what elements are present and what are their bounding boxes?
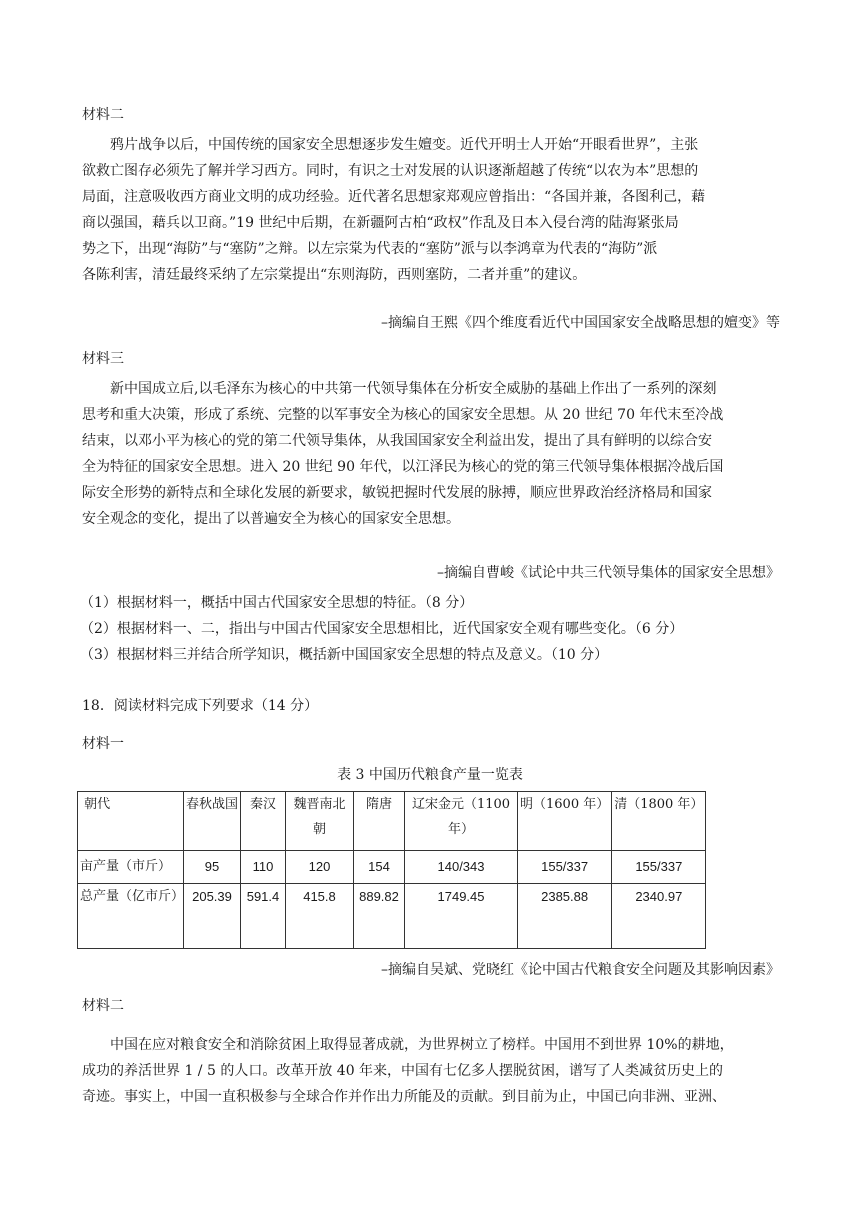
paragraph-line: 欲救亡图存必须先了解并学习西方。同时，有识之士对发展的认识逐渐超越了传统“以农为本”思想的 xyxy=(82,163,699,179)
table-source: –摘编自吴斌、党晓红《论中国古代粮食安全问题及其影响因素》 xyxy=(381,962,780,978)
material2-source: –摘编自王熙《四个维度看近代中国国家安全战略思想的嬗变》等 xyxy=(381,315,780,331)
table-cell: 154 xyxy=(354,851,405,884)
material3-label: 材料三 xyxy=(82,351,124,367)
material1-label: 材料一 xyxy=(82,736,124,752)
table-cell: 110 xyxy=(241,851,286,884)
paragraph-line: 局面，注意吸收西方商业文明的成功经验。近代著名思想家郑观应曾指出：“各国并兼，各图利己，藉 xyxy=(82,189,706,205)
question-item: （2）根据材料一、二，指出与中国古代国家安全思想相比，近代国家安全观有哪些变化。（6 分） xyxy=(80,621,684,637)
material3-source: –摘编自曹峻《试论中共三代领导集体的国家安全思想》 xyxy=(437,565,780,581)
table-cell: 155/337 xyxy=(612,851,706,884)
question-18-heading: 18．阅读材料完成下列要求（14 分） xyxy=(82,698,319,714)
paragraph-line: 各陈利害，清廷最终采纳了左宗棠提出“东则海防，西则塞防，二者并重”的建议。 xyxy=(82,267,587,283)
paragraph-line: 安全观念的变化，提出了以普遍安全为核心的国家安全思想。 xyxy=(82,511,460,527)
material2-paragraph xyxy=(82,132,782,288)
paragraph-line: 鸦片战争以后，中国传统的国家安全思想逐步发生嬗变。近代开明士人开始“开眼看世界”，主张 xyxy=(82,137,699,153)
header-cell: 春秋战国 xyxy=(184,792,241,851)
paragraph-line: 商以强国，藉兵以卫商。”19 世纪中后期，在新疆阿古柏“政权”作乱及日本入侵台湾的陆海紧张局 xyxy=(82,215,679,231)
row-label-cell: 亩产量（市斤） xyxy=(78,851,184,884)
grain-output-table xyxy=(77,791,706,949)
question-item: （1）根据材料一，概括中国古代国家安全思想的特征。（8 分） xyxy=(80,595,474,611)
material2-label: 材料二 xyxy=(82,998,124,1014)
paragraph-line: 势之下，出现“海防”与“塞防”之辩。以左宗棠为代表的“塞防”派与以李鸿章为代表的“海防”派 xyxy=(82,241,658,257)
paragraph-line: 全为特征的国家安全思想。进入 20 世纪 90 年代，以江泽民为核心的党的第三代领导集体根据冷战后国 xyxy=(82,459,724,475)
paragraph-line: 中国在应对粮食安全和消除贫困上取得显著成就，为世界树立了榜样。中国用不到世界 10%的耕地， xyxy=(82,1037,734,1053)
header-cell: 明（1600 年） xyxy=(518,792,612,851)
table-caption: 表 3 中国历代粮食产量一览表 xyxy=(337,767,523,783)
paragraph-line: 成功的养活世界 1 / 5 的人口。改革开放 40 年来，中国有七亿多人摆脱贫困，谱写了人类减贫历史上的 xyxy=(82,1063,724,1079)
material2-label: 材料二 xyxy=(82,107,124,123)
table-row xyxy=(78,884,706,949)
paragraph-line: 新中国成立后,以毛泽东为核心的中共第一代领导集体在分析安全威胁的基础上作出了一系列的深刻 xyxy=(82,381,717,397)
question-list xyxy=(80,590,780,668)
paragraph-line: 思考和重大决策，形成了系统、完整的以军事安全为核心的国家安全思想。从 20 世纪 70 年代末至冷战 xyxy=(82,407,724,423)
table-cell: 415.8 xyxy=(286,884,354,949)
table-cell: 889.82 xyxy=(354,884,405,949)
table-cell: 2340.97 xyxy=(612,884,706,949)
table-cell: 1749.45 xyxy=(405,884,518,949)
table-cell: 140/343 xyxy=(405,851,518,884)
table-cell: 120 xyxy=(286,851,354,884)
table-cell: 591.4 xyxy=(241,884,286,949)
header-cell: 隋唐 xyxy=(354,792,405,851)
table-header-row xyxy=(78,792,706,851)
header-cell: 魏晋南北朝 xyxy=(286,792,354,851)
table-cell: 155/337 xyxy=(518,851,612,884)
header-cell: 辽宋金元（1100 年） xyxy=(405,792,518,851)
paragraph-line: 结束，以邓小平为核心的党的第二代领导集体，从我国国家安全利益出发，提出了具有鲜明的以综合安 xyxy=(82,433,712,449)
question-item: （3）根据材料三并结合所学知识，概括新中国国家安全思想的特点及意义。（10 分） xyxy=(80,647,609,663)
table-row xyxy=(78,851,706,884)
material2-paragraph xyxy=(82,1032,782,1110)
table-cell: 205.39 xyxy=(184,884,241,949)
paragraph-line: 际安全形势的新特点和全球化发展的新要求，敏锐把握时代发展的脉搏，顺应世界政治经济格局和国家 xyxy=(82,485,712,501)
header-cell: 清（1800 年） xyxy=(612,792,706,851)
material3-paragraph xyxy=(82,376,782,532)
row-label-cell: 总产量（亿市斤） xyxy=(78,884,184,949)
table-cell: 2385.88 xyxy=(518,884,612,949)
header-cell: 朝代 xyxy=(78,792,184,851)
paragraph-line: 奇迹。事实上，中国一直积极参与全球合作并作出力所能及的贡献。到目前为止，中国已向非洲、亚洲、 xyxy=(82,1089,726,1105)
table-cell: 95 xyxy=(184,851,241,884)
header-cell: 秦汉 xyxy=(241,792,286,851)
